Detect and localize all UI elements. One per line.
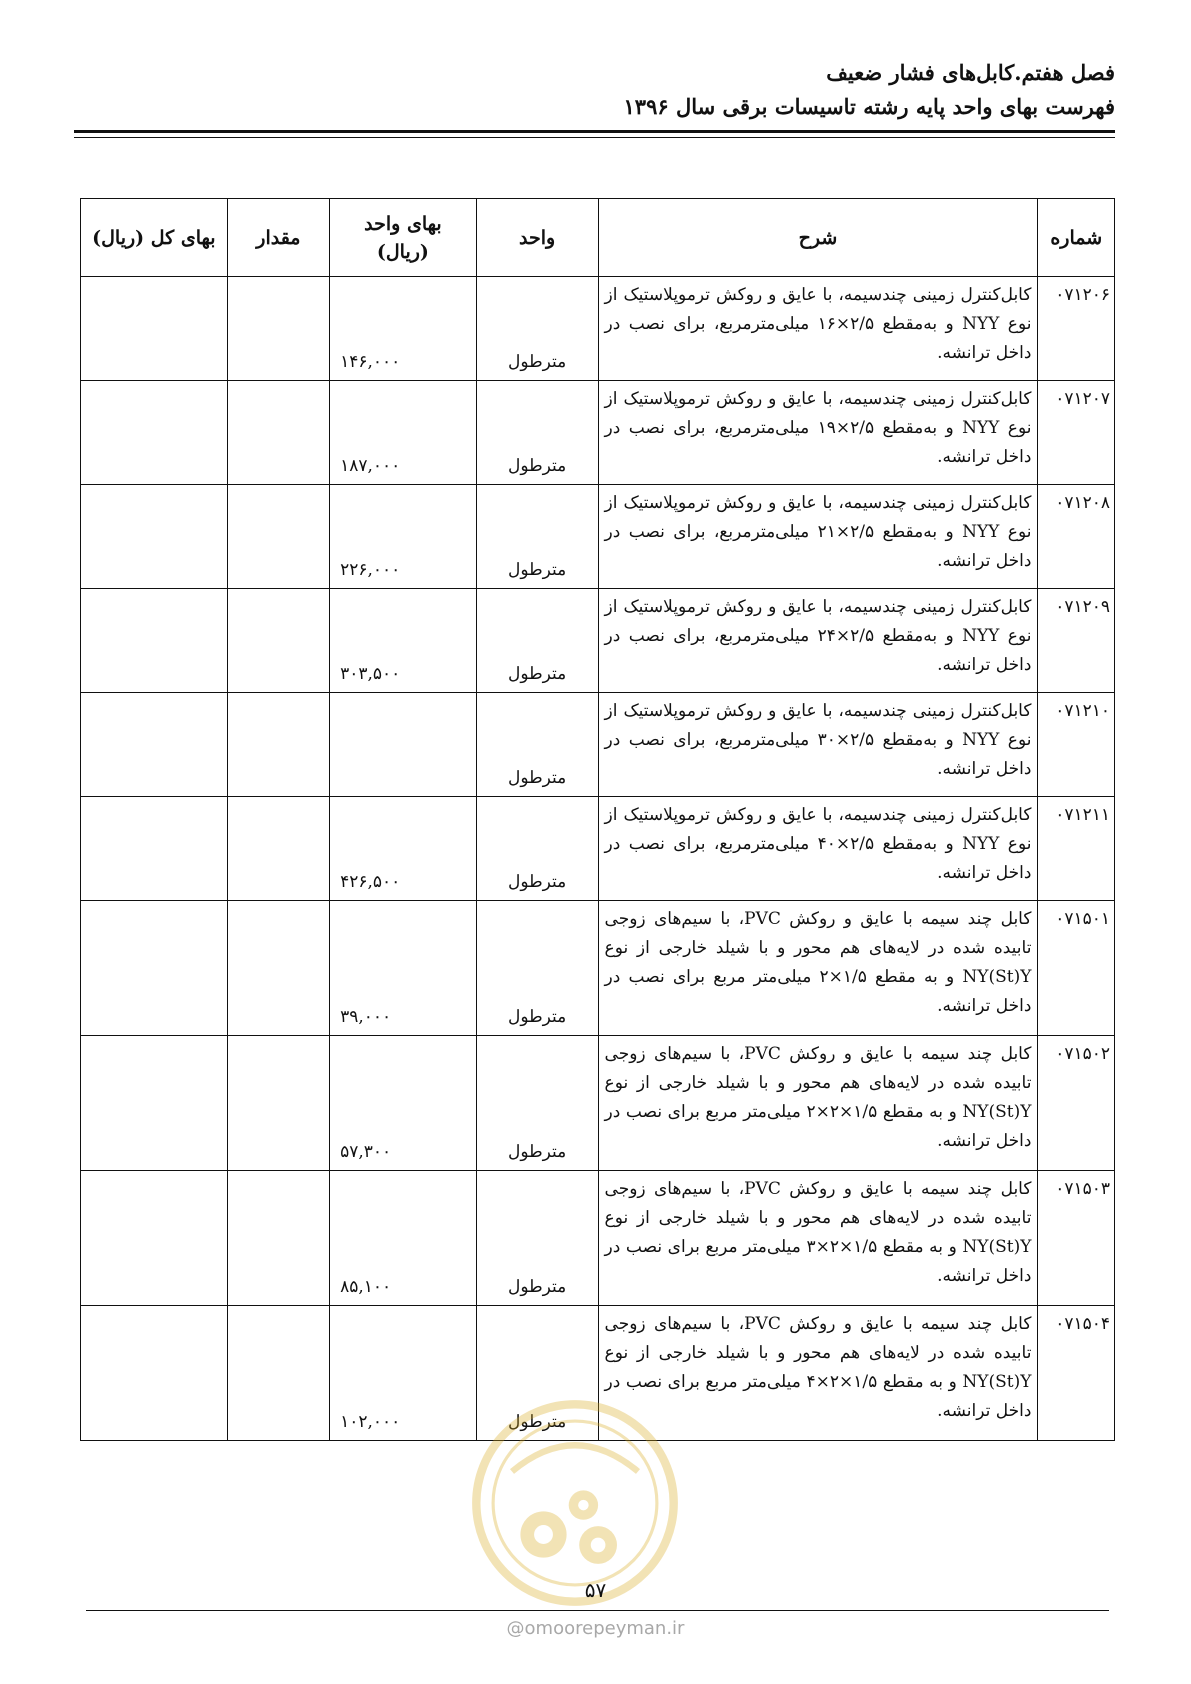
- item-description: کابل چند سیمه با عایق و روکش PVC، با سیم‌های زوجی تابیده شده در لایه‌های هم محور و با شیلد خارجی از نوع NY(St)Y و به مقطع ۱/۵×۲ میلی‌متر مربع برای نصب در داخل ترانشه.: [598, 901, 1038, 1036]
- col-header-total-price: بهای کل (ریال): [81, 199, 228, 277]
- col-header-description: شرح: [598, 199, 1038, 277]
- table-row: [81, 901, 1115, 1036]
- item-description: کابل چند سیمه با عایق و روکش PVC، با سیم‌های زوجی تابیده شده در لایه‌های هم محور و با شیلد خارجی از نوع NY(St)Y و به مقطع ۱/۵×۲×۲ میلی‌متر مربع برای نصب در داخل ترانشه.: [598, 1036, 1038, 1171]
- page-number: ۵۷: [584, 1578, 607, 1602]
- item-quantity: [227, 485, 329, 589]
- page-header: [624, 58, 1115, 122]
- item-unit: مترطول: [476, 589, 598, 693]
- col-header-code: شماره: [1038, 199, 1115, 277]
- item-total: [81, 693, 228, 797]
- item-code: ۰۷۱۲۰۸: [1038, 485, 1115, 589]
- col-header-quantity: مقدار: [227, 199, 329, 277]
- item-total: [81, 901, 228, 1036]
- item-unit-price: [330, 693, 477, 797]
- item-quantity: [227, 1171, 329, 1306]
- footer-rule: [86, 1610, 1109, 1611]
- price-table: [80, 198, 1115, 1441]
- item-unit-price: ۱۸۷,۰۰۰: [330, 381, 477, 485]
- item-unit-price: ۱۴۶,۰۰۰: [330, 277, 477, 381]
- col-header-unit-price: بهای واحد (ریال): [330, 199, 477, 277]
- item-description: کابل چند سیمه با عایق و روکش PVC، با سیم‌های زوجی تابیده شده در لایه‌های هم محور و با شیلد خارجی از نوع NY(St)Y و به مقطع ۱/۵×۲×۴ میلی‌متر مربع برای نصب در داخل ترانشه.: [598, 1306, 1038, 1441]
- header-rule-thin: [74, 137, 1115, 138]
- item-total: [81, 589, 228, 693]
- table-row: [81, 589, 1115, 693]
- item-unit: مترطول: [476, 277, 598, 381]
- item-unit-price: ۳۰۳,۵۰۰: [330, 589, 477, 693]
- item-description: کابل‌کنترل زمینی چندسیمه، با عایق و روکش ترموپلاستیک از نوع NYY و به‌مقطع ۲/۵×۴۰ میلی‌مترمربع، برای نصب در داخل ترانشه.: [598, 797, 1038, 901]
- table-row: [81, 485, 1115, 589]
- item-unit-price: ۸۵,۱۰۰: [330, 1171, 477, 1306]
- item-code: ۰۷۱۲۰۶: [1038, 277, 1115, 381]
- item-quantity: [227, 1306, 329, 1441]
- item-total: [81, 1036, 228, 1171]
- item-description: کابل‌کنترل زمینی چندسیمه، با عایق و روکش ترموپلاستیک از نوع NYY و به‌مقطع ۲/۵×۲۴ میلی‌مترمربع، برای نصب در داخل ترانشه.: [598, 589, 1038, 693]
- table-row: [81, 381, 1115, 485]
- item-description: کابل‌کنترل زمینی چندسیمه، با عایق و روکش ترموپلاستیک از نوع NYY و به‌مقطع ۲/۵×۱۹ میلی‌مترمربع، برای نصب در داخل ترانشه.: [598, 381, 1038, 485]
- item-unit: مترطول: [476, 381, 598, 485]
- chapter-title: فصل هفتم.کابل‌های فشار ضعیف: [826, 60, 1115, 85]
- item-total: [81, 797, 228, 901]
- item-quantity: [227, 277, 329, 381]
- item-code: ۰۷۱۵۰۴: [1038, 1306, 1115, 1441]
- table-row: [81, 277, 1115, 381]
- item-unit: مترطول: [476, 1036, 598, 1171]
- item-description: کابل‌کنترل زمینی چندسیمه، با عایق و روکش ترموپلاستیک از نوع NYY و به‌مقطع ۲/۵×۳۰ میلی‌مترمربع، برای نصب در داخل ترانشه.: [598, 693, 1038, 797]
- item-code: ۰۷۱۵۰۳: [1038, 1171, 1115, 1306]
- item-code: ۰۷۱۵۰۱: [1038, 901, 1115, 1036]
- item-description: کابل چند سیمه با عایق و روکش PVC، با سیم‌های زوجی تابیده شده در لایه‌های هم محور و با شیلد خارجی از نوع NY(St)Y و به مقطع ۱/۵×۲×۳ میلی‌متر مربع برای نصب در داخل ترانشه.: [598, 1171, 1038, 1306]
- item-total: [81, 277, 228, 381]
- item-quantity: [227, 693, 329, 797]
- item-unit: مترطول: [476, 797, 598, 901]
- item-unit-price: ۱۰۲,۰۰۰: [330, 1306, 477, 1441]
- item-unit: مترطول: [476, 693, 598, 797]
- item-quantity: [227, 797, 329, 901]
- watermark-site-label: @omoorepeyman.ir: [506, 1618, 685, 1639]
- item-code: ۰۷۱۲۰۷: [1038, 381, 1115, 485]
- table-row: [81, 693, 1115, 797]
- table-row: [81, 1036, 1115, 1171]
- item-unit: مترطول: [476, 1171, 598, 1306]
- table-header-row: [81, 199, 1115, 277]
- item-quantity: [227, 901, 329, 1036]
- item-total: [81, 381, 228, 485]
- watermark-seal-icon: [470, 1398, 680, 1608]
- item-unit-price: ۳۹,۰۰۰: [330, 901, 477, 1036]
- item-total: [81, 485, 228, 589]
- item-unit-price: ۴۲۶,۵۰۰: [330, 797, 477, 901]
- item-code: ۰۷۱۲۱۰: [1038, 693, 1115, 797]
- table-row: [81, 1171, 1115, 1306]
- item-total: [81, 1171, 228, 1306]
- item-unit-price: ۵۷,۳۰۰: [330, 1036, 477, 1171]
- item-quantity: [227, 381, 329, 485]
- header-rule-thick: [74, 130, 1115, 133]
- item-code: ۰۷۱۵۰۲: [1038, 1036, 1115, 1171]
- item-code: ۰۷۱۲۰۹: [1038, 589, 1115, 693]
- item-code: ۰۷۱۲۱۱: [1038, 797, 1115, 901]
- item-total: [81, 1306, 228, 1441]
- item-unit: مترطول: [476, 901, 598, 1036]
- item-description: کابل‌کنترل زمینی چندسیمه، با عایق و روکش ترموپلاستیک از نوع NYY و به‌مقطع ۲/۵×۱۶ میلی‌مترمربع، برای نصب در داخل ترانشه.: [598, 277, 1038, 381]
- table-row: [81, 797, 1115, 901]
- item-quantity: [227, 589, 329, 693]
- item-unit: مترطول: [476, 1306, 598, 1441]
- item-unit-price: ۲۲۶,۰۰۰: [330, 485, 477, 589]
- item-unit: مترطول: [476, 485, 598, 589]
- price-list-title: فهرست بهای واحد پایه رشته تاسیسات برقی سال ۱۳۹۶: [623, 94, 1115, 119]
- item-quantity: [227, 1036, 329, 1171]
- col-header-unit: واحد: [476, 199, 598, 277]
- item-description: کابل‌کنترل زمینی چندسیمه، با عایق و روکش ترموپلاستیک از نوع NYY و به‌مقطع ۲/۵×۲۱ میلی‌مترمربع، برای نصب در داخل ترانشه.: [598, 485, 1038, 589]
